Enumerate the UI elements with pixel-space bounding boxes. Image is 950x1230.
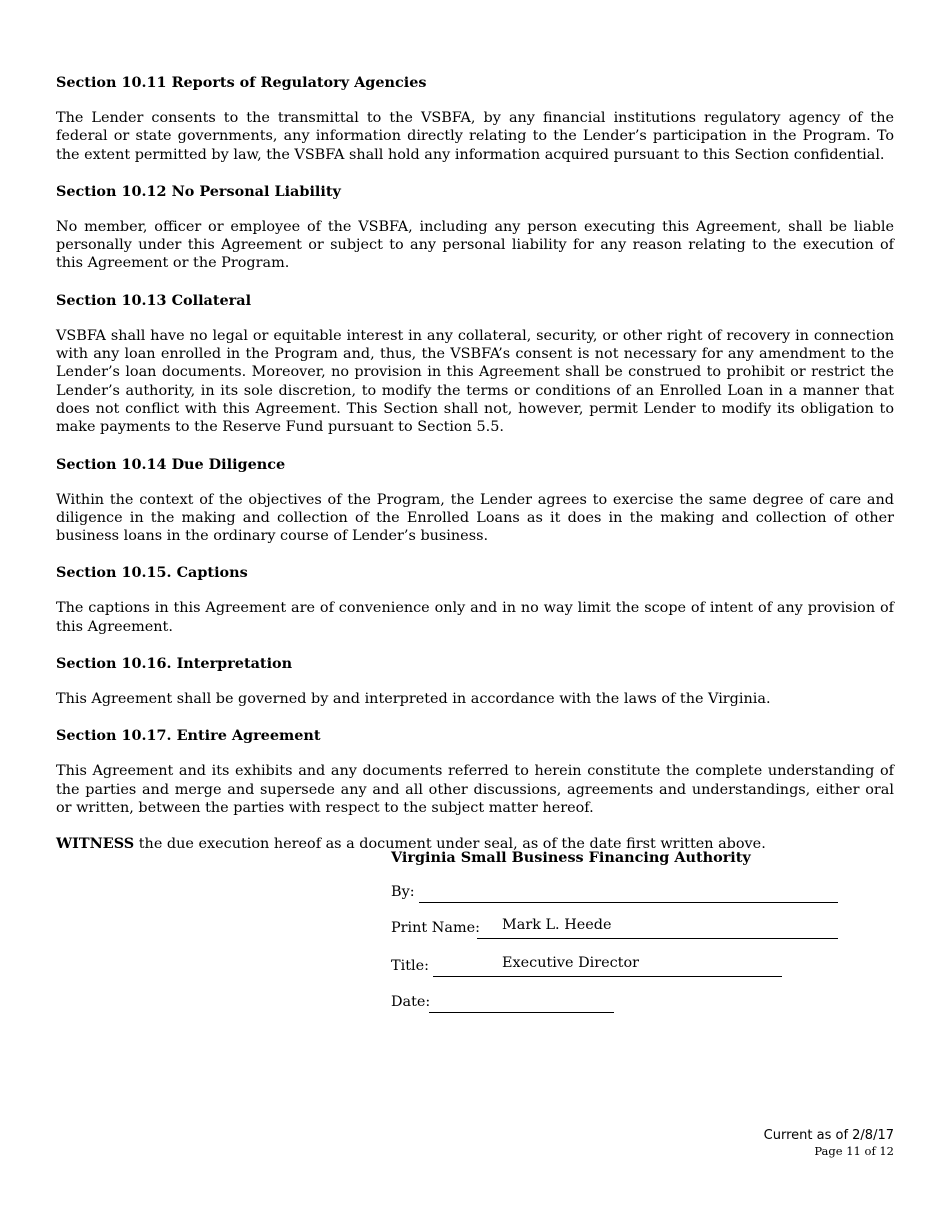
section-heading: Section 10.17. Entire Agreement [56,727,321,745]
section-body: Within the context of the objectives of the Program, the Lender agrees to exercise the same degree of care and diligence in the making and collection of the Enrolled Loans as it does in the making and collection of other business loans in the ordinary course of Lender’s business. [56,491,894,545]
print-name-row [391,917,851,940]
witness-text: the due execution hereof as a document under seal, as of the date first written above. [134,836,766,853]
section-body: This Agreement shall be governed by and interpreted in accordance with the laws of the Virginia. [56,691,771,708]
section-body: VSBFA shall have no legal or equitable interest in any collateral, security, or other right of recovery in connection with any loan enrolled in the Program and, thus, the VSBFA’s consent is not necessary for any amendment to the Lender’s loan documents. Moreover, no provision in this Agreement shall be construed to prohibit or restrict the Lender’s authority, in its sole discretion, to modify the terms or conditions of an Enrolled Loan in a manner that does not conflict with this Agreement. This Section shall not, however, permit Lender to modify its obligation to make payments to the Reserve Fund pursuant to Section 5.5. [56,327,894,436]
revision-date: Current as of 2/8/17 [763,1128,894,1143]
section-body: The Lender consents to the transmittal to the VSBFA, by any financial institutions regulatory agency of the federal or state governments, any information directly relating to the Lender’s participation in the Program. To the extent permitted by law, the VSBFA shall hold any information acquired pursuant to this Section confidential. [56,110,894,163]
by-signature-line[interactable] [419,884,838,903]
title-label: Title: [391,958,429,974]
section-heading: Section 10.14 Due Diligence [56,455,286,473]
section-body: No member, officer or employee of the VSBFA, including any person executing this Agreement, shall be liable personally under this Agreement or subject to any personal liability for any reason relating to the execution of this Agreement or the Program. [56,218,894,272]
section-heading: Section 10.12 No Personal Liability [56,182,341,200]
section-10-16 [56,654,894,708]
date-row [391,994,851,1014]
signatory-organization: Virginia Small Business Financing Authority [391,849,751,866]
section-10-17 [56,726,894,817]
by-row [391,884,851,904]
section-body: This Agreement and its exhibits and any documents referred to herein constitute the complete understanding of the parties and merge and supersede any and all other discussions, agreements and understandings, either oral or written, between the parties with respect to the subject matter hereof. [56,763,894,816]
section-heading: Section 10.15. Captions [56,564,248,582]
date-line[interactable] [429,994,614,1013]
print-name-label: Print Name: [391,920,480,936]
section-10-13 [56,291,894,437]
print-name-value: Mark L. Heede [502,917,612,933]
title-line[interactable] [433,955,782,977]
section-10-11 [56,73,894,164]
witness-lead: WITNESS [56,835,135,853]
section-heading: Section 10.11 Reports of Regulatory Agencies [56,74,427,91]
section-heading: Section 10.16. Interpretation [56,655,293,673]
section-10-14 [56,455,894,546]
page-footer [764,1128,894,1158]
section-heading: Section 10.13 Collateral [56,291,252,309]
print-name-line[interactable] [477,917,838,939]
section-body: The captions in this Agreement are of convenience only and in no way limit the scope of intent of any provision of this Agreement. [56,600,894,635]
signature-block [391,848,851,1010]
section-10-15 [56,563,894,636]
by-label: By: [391,884,415,900]
title-row [391,955,851,978]
document-body [56,73,894,872]
title-value: Executive Director [502,955,639,971]
page-number: Page 11 of 12 [814,1144,894,1158]
section-10-12 [56,182,894,273]
date-label: Date: [391,994,431,1010]
